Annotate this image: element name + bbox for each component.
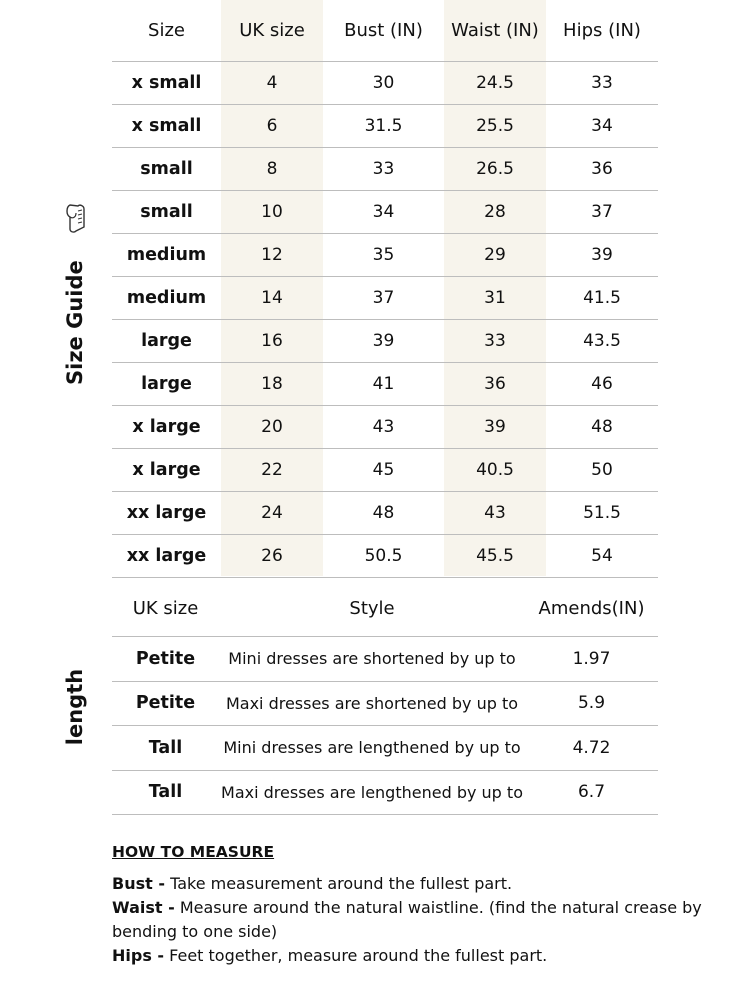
size-cell: x small [112,62,221,105]
waist-cell: 31 [444,277,546,320]
measure-item-hips [112,944,712,968]
hips-cell: 51.5 [546,492,658,535]
amends-cell: 1.97 [525,637,658,682]
bust-cell: 35 [323,234,444,277]
table-row [112,406,658,449]
uk-size-cell: 8 [221,148,323,191]
waist-cell: 29 [444,234,546,277]
hips-cell: 34 [546,105,658,148]
table-row [112,105,658,148]
waist-cell: 25.5 [444,105,546,148]
table-row [112,637,658,682]
uk-size-cell: 20 [221,406,323,449]
measure-item-bust [112,872,712,896]
length-table [112,580,658,815]
size-cell: small [112,191,221,234]
size-cell: xx large [112,535,221,578]
bust-cell: 31.5 [323,105,444,148]
bust-cell: 39 [323,320,444,363]
waist-cell: 43 [444,492,546,535]
table-row [112,62,658,105]
header-waist: Waist (IN) [444,0,546,62]
bust-cell: 50.5 [323,535,444,578]
table-row [112,320,658,363]
length-uk-size-cell: Petite [112,637,219,682]
hips-cell: 48 [546,406,658,449]
bust-cell: 48 [323,492,444,535]
header-hips: Hips (IN) [546,0,658,62]
length-label: length [63,668,87,746]
waist-cell: 40.5 [444,449,546,492]
hips-cell: 43.5 [546,320,658,363]
style-cell: Mini dresses are lengthened by up to [219,726,525,771]
table-row [112,770,658,815]
waist-cell: 45.5 [444,535,546,578]
table-row [112,492,658,535]
bust-cell: 37 [323,277,444,320]
size-cell: large [112,363,221,406]
table-row [112,449,658,492]
table-row [112,277,658,320]
length-uk-size-cell: Petite [112,681,219,726]
uk-size-cell: 26 [221,535,323,578]
header-length-uk-size: UK size [112,580,219,637]
table-row [112,148,658,191]
bust-cell: 45 [323,449,444,492]
measure-label: Hips - [112,946,165,965]
length-uk-size-cell: Tall [112,770,219,815]
how-to-measure [112,840,712,968]
size-cell: medium [112,277,221,320]
hips-cell: 33 [546,62,658,105]
hips-cell: 50 [546,449,658,492]
hips-cell: 39 [546,234,658,277]
size-cell: small [112,148,221,191]
uk-size-cell: 18 [221,363,323,406]
measure-label: Waist - [112,898,175,917]
waist-cell: 28 [444,191,546,234]
waist-cell: 36 [444,363,546,406]
hips-cell: 36 [546,148,658,191]
uk-size-cell: 14 [221,277,323,320]
how-to-measure-title: HOW TO MEASURE [112,843,275,861]
table-row [112,234,658,277]
waist-cell: 33 [444,320,546,363]
table-row [112,681,658,726]
header-amends: Amends(IN) [525,580,658,637]
hips-cell: 54 [546,535,658,578]
size-cell: x large [112,449,221,492]
size-cell: large [112,320,221,363]
bust-cell: 41 [323,363,444,406]
size-table-header [112,0,658,62]
table-row [112,726,658,771]
size-cell: x small [112,105,221,148]
header-uk-size: UK size [221,0,323,62]
table-row [112,191,658,234]
length-uk-size-cell: Tall [112,726,219,771]
size-cell: medium [112,234,221,277]
measure-item-waist [112,896,712,944]
measure-label: Bust - [112,874,165,893]
bust-cell: 34 [323,191,444,234]
measure-text: Take measurement around the fullest part. [170,874,513,893]
hips-cell: 37 [546,191,658,234]
header-size: Size [112,0,221,62]
style-cell: Maxi dresses are lengthened by up to [219,770,525,815]
length-table-header [112,580,658,637]
amends-cell: 4.72 [525,726,658,771]
header-bust: Bust (IN) [323,0,444,62]
waist-cell: 39 [444,406,546,449]
bust-cell: 30 [323,62,444,105]
waist-cell: 26.5 [444,148,546,191]
amends-cell: 6.7 [525,770,658,815]
style-cell: Mini dresses are shortened by up to [219,637,525,682]
size-guide-label: Size Guide [63,260,87,385]
bust-cell: 33 [323,148,444,191]
measuring-tape-icon [64,201,90,235]
table-row [112,363,658,406]
size-cell: x large [112,406,221,449]
uk-size-cell: 12 [221,234,323,277]
table-row [112,535,658,578]
measure-text: Feet together, measure around the fullest part. [169,946,548,965]
hips-cell: 46 [546,363,658,406]
bust-cell: 43 [323,406,444,449]
hips-cell: 41.5 [546,277,658,320]
style-cell: Maxi dresses are shortened by up to [219,681,525,726]
uk-size-cell: 6 [221,105,323,148]
uk-size-cell: 4 [221,62,323,105]
header-style: Style [219,580,525,637]
size-cell: xx large [112,492,221,535]
uk-size-cell: 16 [221,320,323,363]
amends-cell: 5.9 [525,681,658,726]
uk-size-cell: 22 [221,449,323,492]
waist-cell: 24.5 [444,62,546,105]
uk-size-cell: 10 [221,191,323,234]
measure-text: Measure around the natural waistline. (find the natural crease by bending to one side) [112,898,702,941]
size-table [112,0,658,578]
uk-size-cell: 24 [221,492,323,535]
